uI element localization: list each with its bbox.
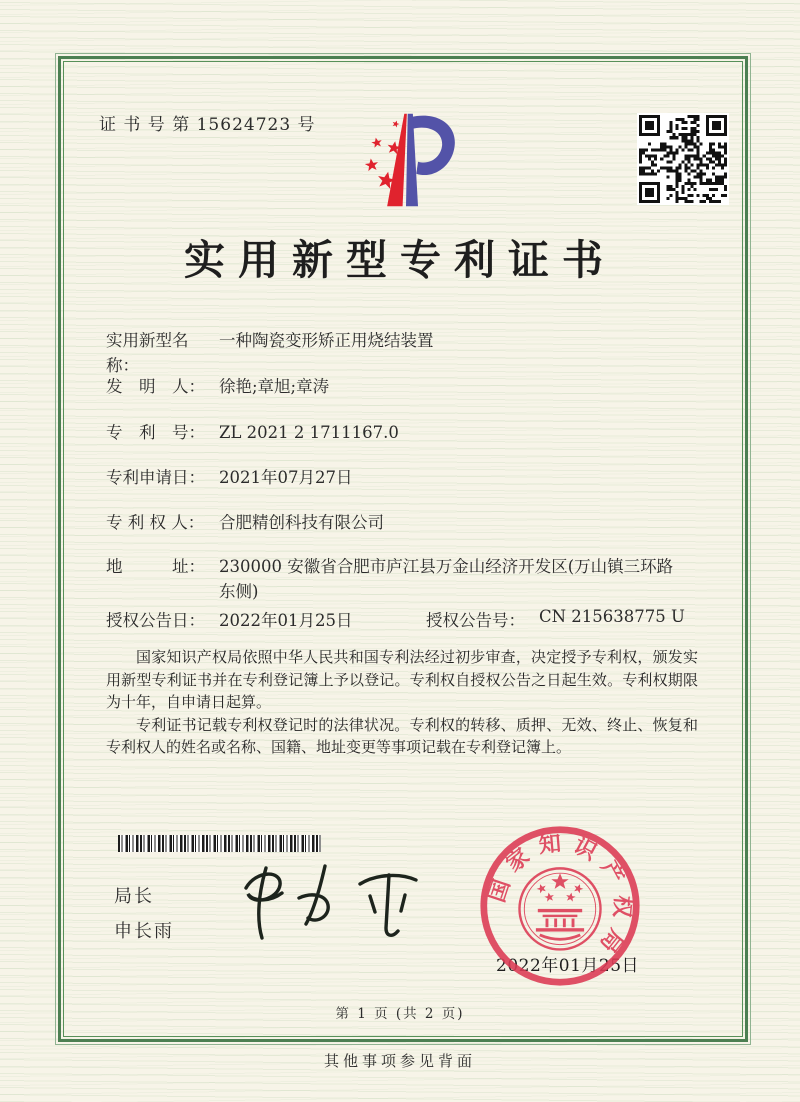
- cnipa-seal-icon: [478, 824, 642, 988]
- field-utility-model-name: [106, 328, 706, 378]
- field-value: ZL 2021 2 1711167.0: [219, 423, 399, 442]
- field-patentee: [106, 510, 706, 535]
- seal-text: 国家知识产权局: [483, 829, 637, 965]
- field-label: 地 址：: [106, 557, 205, 576]
- field-label: 专利申请日：: [106, 468, 205, 487]
- cnipa-logo-icon: [346, 108, 466, 212]
- field-value: CN 215638775 U: [539, 607, 685, 626]
- field-value: 2022年01月25日: [219, 611, 353, 630]
- field-label: 授权公告号：: [426, 611, 525, 630]
- field-application-date: [106, 465, 706, 490]
- certificate-title: 实用新型专利证书: [184, 236, 616, 284]
- barcode-icon: [118, 835, 321, 852]
- field-label: 专 利 权 人：: [106, 513, 205, 532]
- field-value: 合肥精创科技有限公司: [219, 513, 384, 532]
- field-grant-row: [106, 607, 706, 632]
- legal-paragraph-2: 专利证书记载专利权登记时的法律状况。专利权的转移、质押、无效、终止、恢复和专利权人的姓名或名称、国籍、地址变更等事项记载在专利登记簿上。: [106, 715, 698, 756]
- legal-text: [106, 646, 698, 759]
- field-value: 一种陶瓷变形矫正用烧结装置: [219, 331, 434, 350]
- certificate-number: 证 书 号 第 15624723 号: [99, 115, 316, 135]
- qr-code-icon: [637, 113, 729, 205]
- legal-paragraph-1: 国家知识产权局依照中华人民共和国专利法经过初步审查，决定授予专利权，颁发实用新型专利证书并在专利登记簿上予以登记。专利权自授权公告之日起生效。专利权期限为十年，自申请日起算。: [106, 648, 698, 711]
- field-label: 实用新型名称：: [106, 331, 189, 375]
- back-side-note: 其他事项参见背面: [323, 1052, 476, 1070]
- seal-date: 2022年01月25日: [496, 956, 640, 976]
- field-label: 专 利 号：: [106, 423, 205, 442]
- field-value: 230000 安徽省合肥市庐江县万金山经济开发区(万山镇三环路东侧): [219, 557, 674, 601]
- director-signature-icon: [228, 852, 433, 952]
- director-title: 局长: [114, 886, 154, 907]
- field-inventors: [106, 374, 706, 399]
- page-number: 第 1 页 (共 2 页): [335, 1006, 465, 1022]
- field-label: 授权公告日：: [106, 611, 205, 630]
- national-emblem-icon: [519, 868, 600, 949]
- field-label: 发 明 人：: [106, 377, 205, 396]
- field-address: [106, 554, 706, 604]
- field-value: 2021年07月27日: [219, 468, 353, 487]
- director-name: 申长雨: [114, 921, 174, 942]
- field-patent-number: [106, 420, 706, 445]
- field-value: 徐艳;章旭;章涛: [219, 377, 330, 396]
